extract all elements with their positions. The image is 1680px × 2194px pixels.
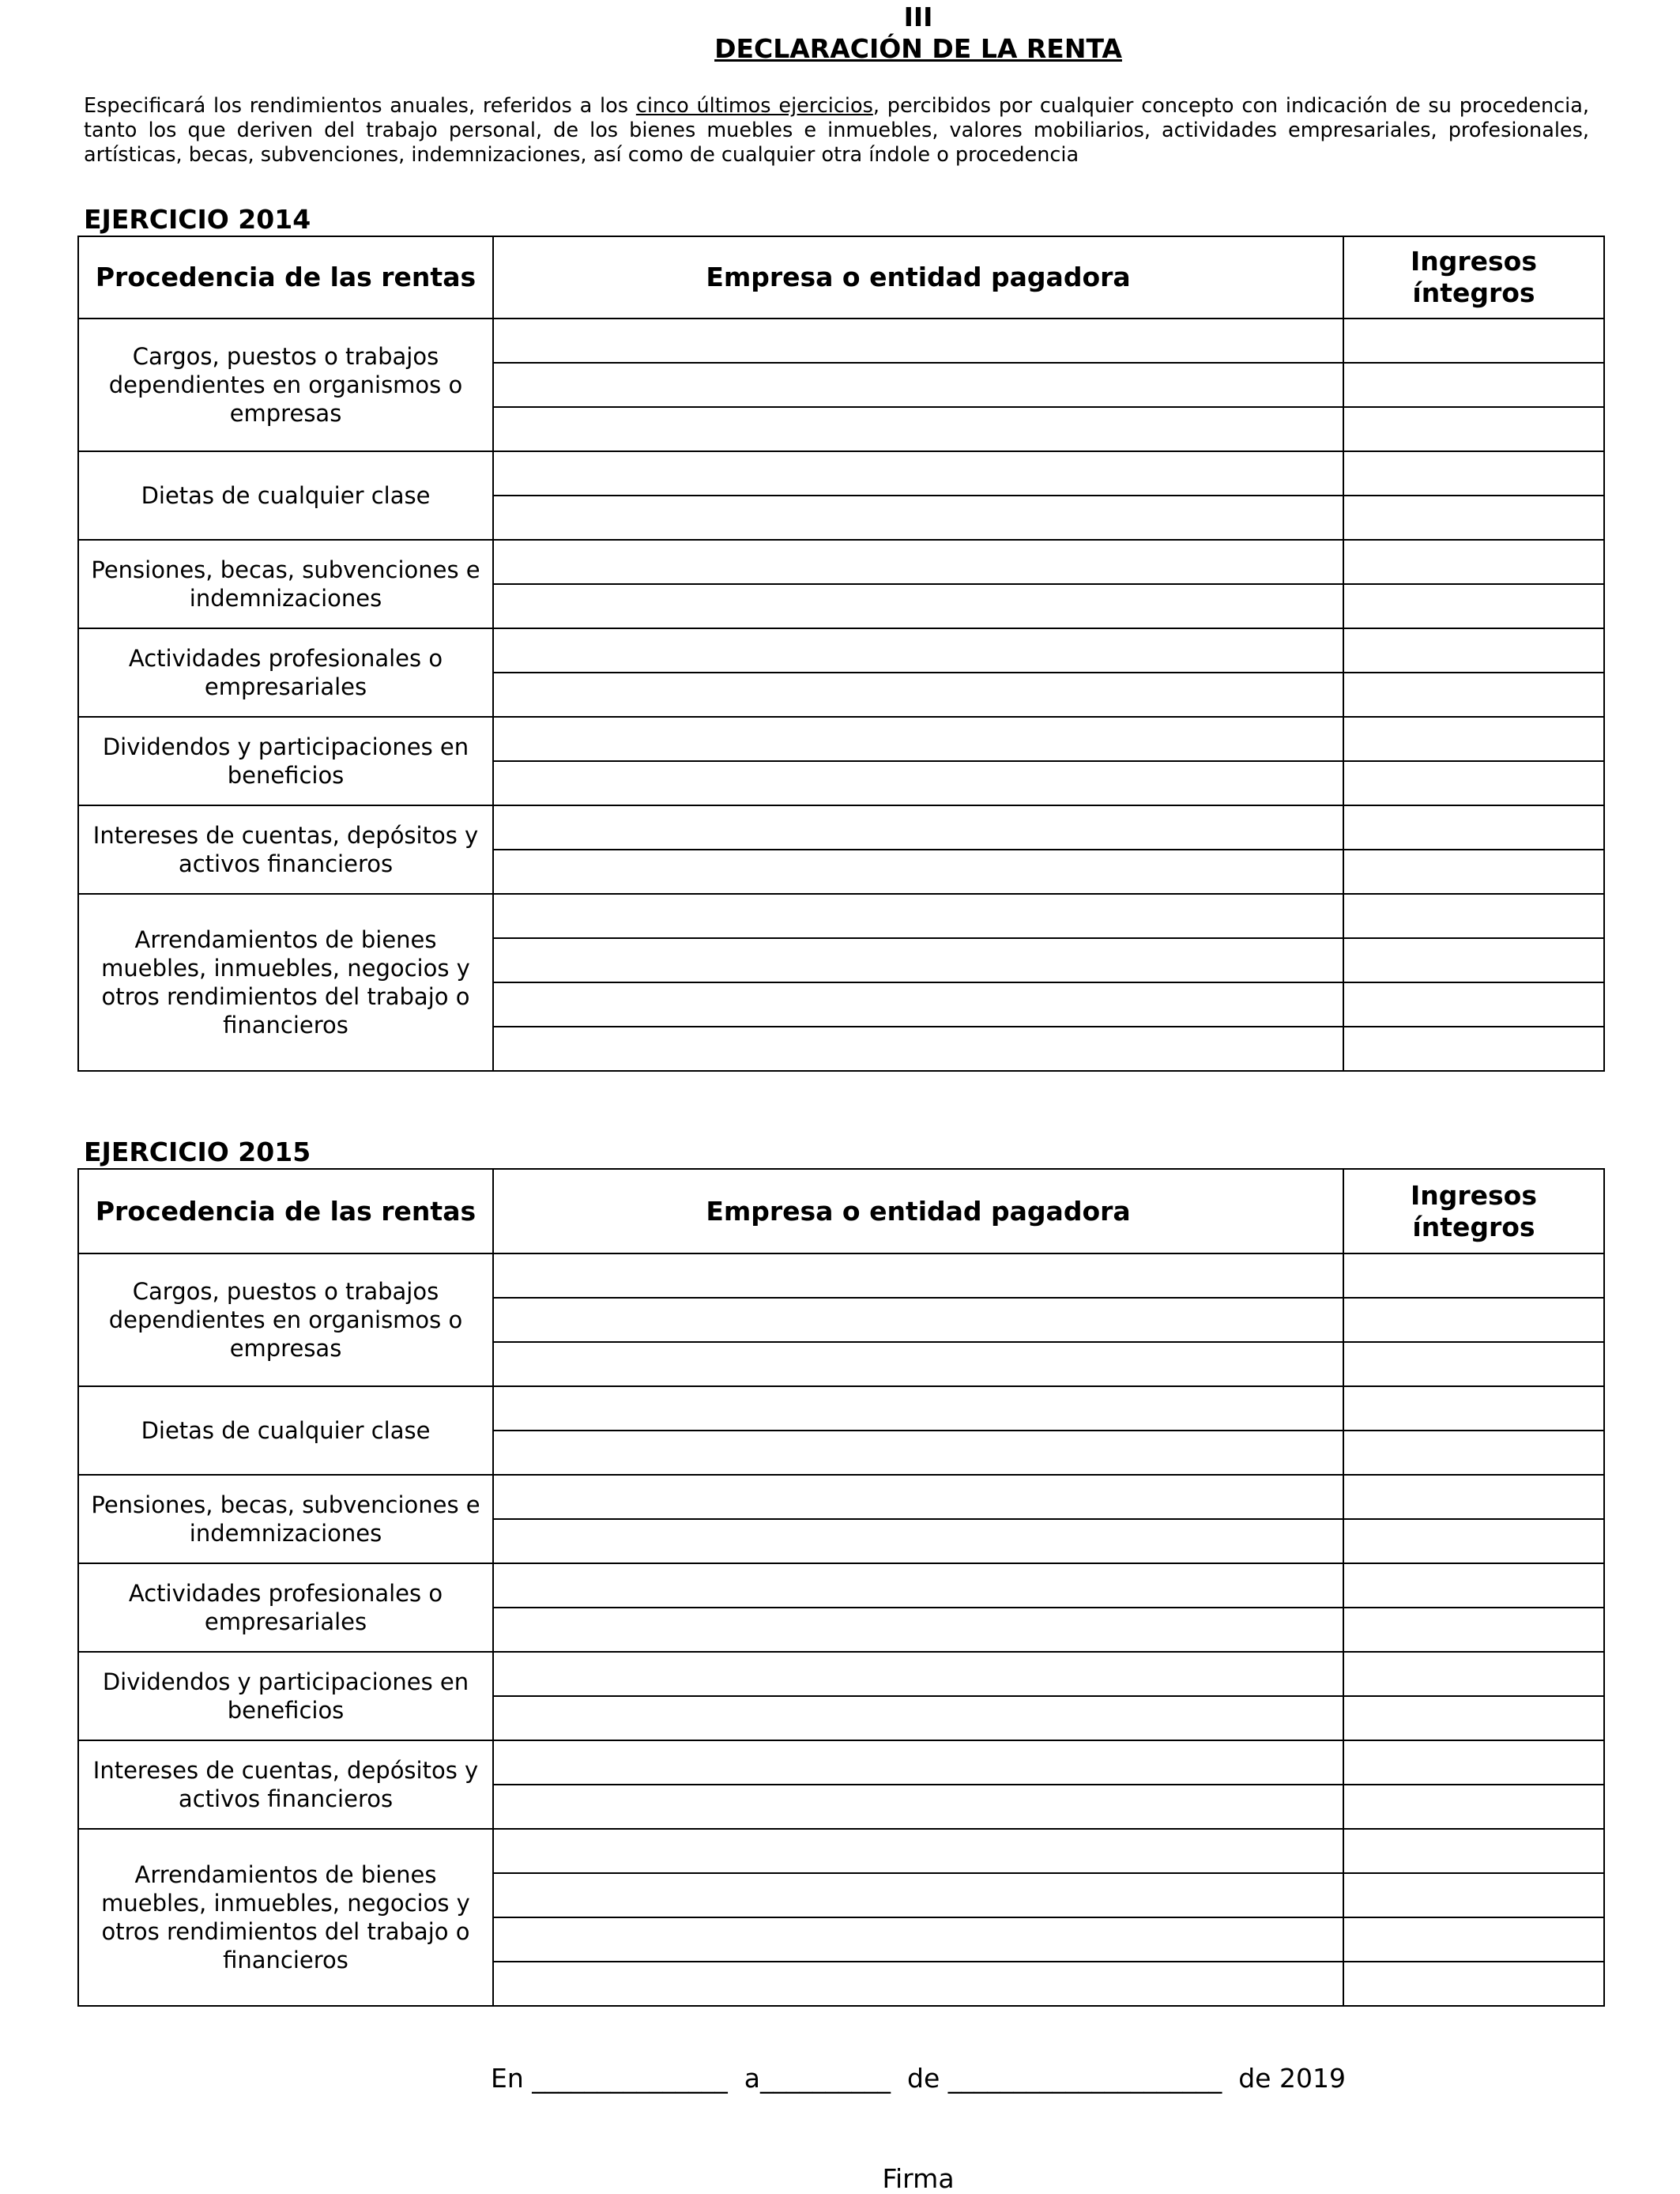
- ingresos-entry-field[interactable]: [1343, 1917, 1604, 1962]
- ingresos-entry-field[interactable]: [1343, 1873, 1604, 1917]
- category-label: Pensiones, becas, subvenciones e indemnizaciones: [78, 1475, 493, 1563]
- table-row: [78, 319, 1604, 363]
- category-label: Pensiones, becas, subvenciones e indemnizaciones: [78, 540, 493, 628]
- ingresos-entry-field[interactable]: [1343, 1563, 1604, 1608]
- signature-place-date-line: [0, 2063, 1680, 2094]
- empresa-entry-field[interactable]: [493, 894, 1343, 938]
- table-row: [78, 1475, 1604, 1519]
- empresa-entry-field[interactable]: [493, 1342, 1343, 1386]
- category-label: Dividendos y participaciones en beneficios: [78, 717, 493, 805]
- ingresos-entry-field[interactable]: [1343, 628, 1604, 673]
- ingresos-entry-field[interactable]: [1343, 1386, 1604, 1431]
- table-row: [78, 1740, 1604, 1785]
- empresa-entry-field[interactable]: [493, 1785, 1343, 1829]
- ingresos-entry-field[interactable]: [1343, 1342, 1604, 1386]
- label-de-year: de 2019: [1238, 2063, 1346, 2094]
- category-label: Dietas de cualquier clase: [78, 451, 493, 540]
- ingresos-entry-field[interactable]: [1343, 1696, 1604, 1740]
- ingresos-entry-field[interactable]: [1343, 938, 1604, 982]
- empresa-entry-field[interactable]: [493, 805, 1343, 850]
- ingresos-entry-field[interactable]: [1343, 1785, 1604, 1829]
- category-label: Intereses de cuentas, depósitos y activos financieros: [78, 1740, 493, 1829]
- table-row: [78, 1829, 1604, 1873]
- ingresos-entry-field[interactable]: [1343, 540, 1604, 584]
- ingresos-entry-field[interactable]: [1343, 1608, 1604, 1652]
- empresa-entry-field[interactable]: [493, 1027, 1343, 1071]
- empresa-entry-field[interactable]: [493, 1829, 1343, 1873]
- empresa-entry-field[interactable]: [493, 761, 1343, 805]
- empresa-entry-field[interactable]: [493, 1253, 1343, 1298]
- header-ingresos: Ingresos íntegros: [1343, 1169, 1604, 1253]
- empresa-entry-field[interactable]: [493, 850, 1343, 894]
- empresa-entry-field[interactable]: [493, 540, 1343, 584]
- ingresos-entry-field[interactable]: [1343, 451, 1604, 496]
- section-title-2015: EJERCICIO 2015: [84, 1137, 311, 1167]
- empresa-entry-field[interactable]: [493, 982, 1343, 1027]
- income-table-2015: [77, 1168, 1605, 2007]
- ingresos-entry-field[interactable]: [1343, 1962, 1604, 2006]
- category-label: Dietas de cualquier clase: [78, 1386, 493, 1475]
- month-field[interactable]: _____________________: [947, 2063, 1222, 2094]
- ingresos-entry-field[interactable]: [1343, 805, 1604, 850]
- empresa-entry-field[interactable]: [493, 451, 1343, 496]
- ingresos-entry-field[interactable]: [1343, 407, 1604, 451]
- table-row: [78, 451, 1604, 496]
- ingresos-entry-field[interactable]: [1343, 1740, 1604, 1785]
- ingresos-entry-field[interactable]: [1343, 1298, 1604, 1342]
- table-row: [78, 1253, 1604, 1298]
- empresa-entry-field[interactable]: [493, 1696, 1343, 1740]
- category-label: Intereses de cuentas, depósitos y activos financieros: [78, 805, 493, 894]
- table-body: [78, 319, 1604, 1071]
- ingresos-entry-field[interactable]: [1343, 894, 1604, 938]
- ingresos-entry-field[interactable]: [1343, 496, 1604, 540]
- empresa-entry-field[interactable]: [493, 1386, 1343, 1431]
- header-empresa: Empresa o entidad pagadora: [493, 236, 1343, 319]
- empresa-entry-field[interactable]: [493, 319, 1343, 363]
- empresa-entry-field[interactable]: [493, 1608, 1343, 1652]
- empresa-entry-field[interactable]: [493, 1917, 1343, 1962]
- category-label: Arrendamientos de bienes muebles, inmuebles, negocios y otros rendimientos del trabajo o financieros: [78, 894, 493, 1071]
- empresa-entry-field[interactable]: [493, 1873, 1343, 1917]
- table-row: [78, 1652, 1604, 1696]
- empresa-entry-field[interactable]: [493, 407, 1343, 451]
- ingresos-entry-field[interactable]: [1343, 363, 1604, 407]
- empresa-entry-field[interactable]: [493, 584, 1343, 628]
- table-row: [78, 805, 1604, 850]
- header-ingresos: Ingresos íntegros: [1343, 236, 1604, 319]
- intro-text-2: , percibidos por cualquier concepto con indicación de su procedencia, tanto los que deriven del trabajo personal, de los bienes muebles e inmuebles, valores mobiliarios, actividades empresariales, profesionales, artísticas, becas, subvenciones, indemnizaciones, así como de cualquier otra índole o procedencia: [84, 94, 1589, 167]
- instructions-paragraph: [84, 94, 1589, 168]
- empresa-entry-field[interactable]: [493, 1563, 1343, 1608]
- empresa-entry-field[interactable]: [493, 1962, 1343, 2006]
- table-row: [78, 628, 1604, 673]
- table-row: [78, 540, 1604, 584]
- ingresos-entry-field[interactable]: [1343, 850, 1604, 894]
- ingresos-entry-field[interactable]: [1343, 584, 1604, 628]
- place-field[interactable]: _______________: [532, 2063, 728, 2094]
- category-label: Actividades profesionales o empresariales: [78, 1563, 493, 1652]
- signature-label: Firma: [882, 2163, 955, 2194]
- ingresos-entry-field[interactable]: [1343, 761, 1604, 805]
- empresa-entry-field[interactable]: [493, 1431, 1343, 1475]
- header-empresa: Empresa o entidad pagadora: [493, 1169, 1343, 1253]
- ingresos-entry-field[interactable]: [1343, 1475, 1604, 1519]
- ingresos-entry-field[interactable]: [1343, 1652, 1604, 1696]
- income-table-2014: [77, 236, 1605, 1072]
- header-procedencia: Procedencia de las rentas: [78, 236, 493, 319]
- day-field[interactable]: __________: [760, 2063, 891, 2094]
- empresa-entry-field[interactable]: [493, 1519, 1343, 1563]
- ingresos-entry-field[interactable]: [1343, 1431, 1604, 1475]
- table-row: [78, 1563, 1604, 1608]
- empresa-entry-field[interactable]: [493, 938, 1343, 982]
- category-label: Actividades profesionales o empresariales: [78, 628, 493, 717]
- ingresos-entry-field[interactable]: [1343, 1027, 1604, 1071]
- label-en: En: [491, 2063, 524, 2094]
- label-de: de: [907, 2063, 940, 2094]
- ingresos-entry-field[interactable]: [1343, 319, 1604, 363]
- empresa-entry-field[interactable]: [493, 1652, 1343, 1696]
- category-label: Cargos, puestos o trabajos dependientes en organismos o empresas: [78, 1253, 493, 1386]
- header-procedencia: Procedencia de las rentas: [78, 1169, 493, 1253]
- ingresos-entry-field[interactable]: [1343, 673, 1604, 717]
- ingresos-entry-field[interactable]: [1343, 982, 1604, 1027]
- empresa-entry-field[interactable]: [493, 717, 1343, 761]
- category-label: Arrendamientos de bienes muebles, inmuebles, negocios y otros rendimientos del trabajo o financieros: [78, 1829, 493, 2006]
- empresa-entry-field[interactable]: [493, 363, 1343, 407]
- empresa-entry-field[interactable]: [493, 628, 1343, 673]
- ingresos-entry-field[interactable]: [1343, 1519, 1604, 1563]
- document-title: DECLARACIÓN DE LA RENTA: [714, 33, 1122, 64]
- ingresos-entry-field[interactable]: [1343, 1253, 1604, 1298]
- intro-underlined-text: cinco últimos ejercicios: [635, 94, 873, 118]
- table-row: [78, 1386, 1604, 1431]
- empresa-entry-field[interactable]: [493, 673, 1343, 717]
- roman-numeral: III: [903, 2, 933, 32]
- intro-text-1: Especificará los rendimientos anuales, referidos a los: [84, 94, 636, 118]
- table-row: [78, 717, 1604, 761]
- category-label: Cargos, puestos o trabajos dependientes en organismos o empresas: [78, 319, 493, 451]
- empresa-entry-field[interactable]: [493, 1298, 1343, 1342]
- section-title-2014: EJERCICIO 2014: [84, 204, 311, 235]
- table-body: [78, 1253, 1604, 2006]
- empresa-entry-field[interactable]: [493, 496, 1343, 540]
- table-row: [78, 894, 1604, 938]
- ingresos-entry-field[interactable]: [1343, 1829, 1604, 1873]
- empresa-entry-field[interactable]: [493, 1475, 1343, 1519]
- label-a: a: [744, 2063, 761, 2094]
- category-label: Dividendos y participaciones en beneficios: [78, 1652, 493, 1740]
- ingresos-entry-field[interactable]: [1343, 717, 1604, 761]
- empresa-entry-field[interactable]: [493, 1740, 1343, 1785]
